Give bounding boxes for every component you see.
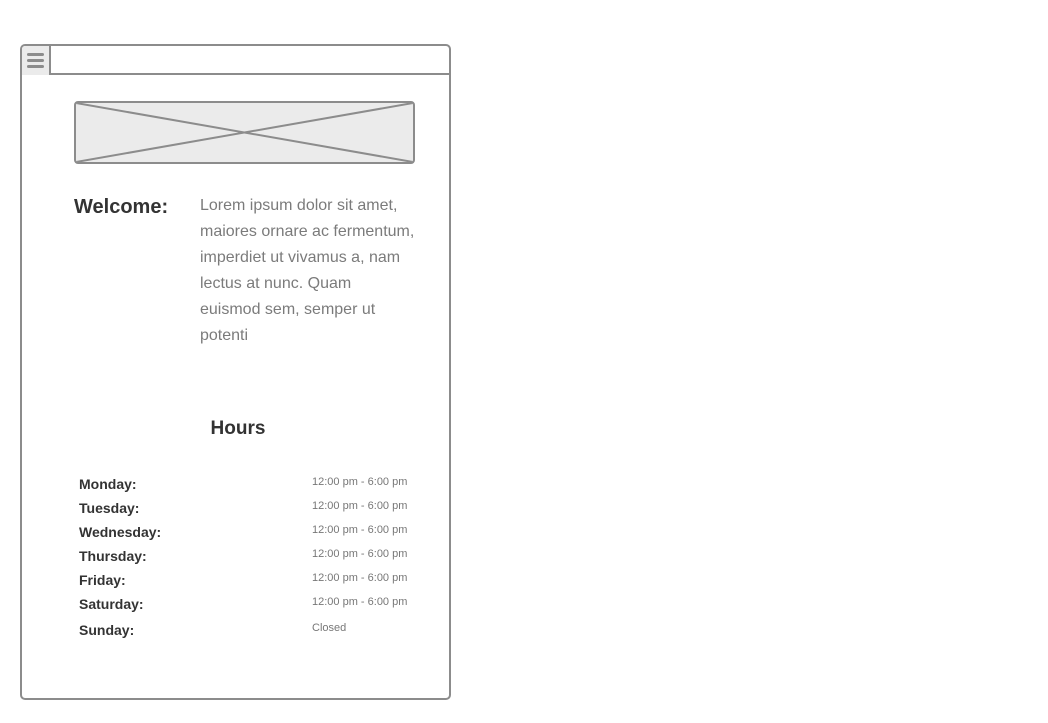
image-placeholder-icon	[76, 103, 413, 162]
hero-image-placeholder	[74, 101, 415, 164]
hours-row-friday	[79, 572, 419, 596]
time-value: Closed	[312, 622, 347, 634]
time-value: 12:00 pm - 6:00 pm	[312, 596, 408, 608]
day-label: Sunday:	[79, 622, 135, 638]
day-label: Tuesday:	[79, 500, 140, 516]
mobile-frame	[20, 44, 451, 700]
day-label: Thursday:	[79, 548, 147, 564]
time-value: 12:00 pm - 6:00 pm	[312, 548, 408, 560]
hamburger-menu-icon	[27, 52, 44, 68]
hours-row-wednesday	[79, 524, 419, 548]
day-label: Friday:	[79, 572, 126, 588]
welcome-paragraph: Lorem ipsum dolor sit amet, maiores ornare ac fermentum, imperdiet ut vivamus a, nam lectus at nunc. Quam euismod sem, semper ut potenti	[200, 197, 415, 344]
hours-row-saturday	[79, 596, 419, 620]
menu-button[interactable]	[22, 46, 51, 75]
hours-heading: Hours	[210, 418, 266, 439]
top-bar	[22, 46, 449, 75]
time-value: 12:00 pm - 6:00 pm	[312, 524, 408, 536]
hours-row-sunday	[79, 622, 419, 646]
day-label: Saturday:	[79, 596, 144, 612]
day-label: Monday:	[79, 476, 137, 492]
time-value: 12:00 pm - 6:00 pm	[312, 500, 408, 512]
welcome-heading: Welcome:	[74, 196, 169, 218]
time-value: 12:00 pm - 6:00 pm	[312, 476, 408, 488]
hours-row-monday	[79, 476, 419, 500]
hours-row-thursday	[79, 548, 419, 572]
time-value: 12:00 pm - 6:00 pm	[312, 572, 408, 584]
hours-row-tuesday	[79, 500, 419, 524]
hours-list	[79, 476, 419, 646]
day-label: Wednesday:	[79, 524, 162, 540]
